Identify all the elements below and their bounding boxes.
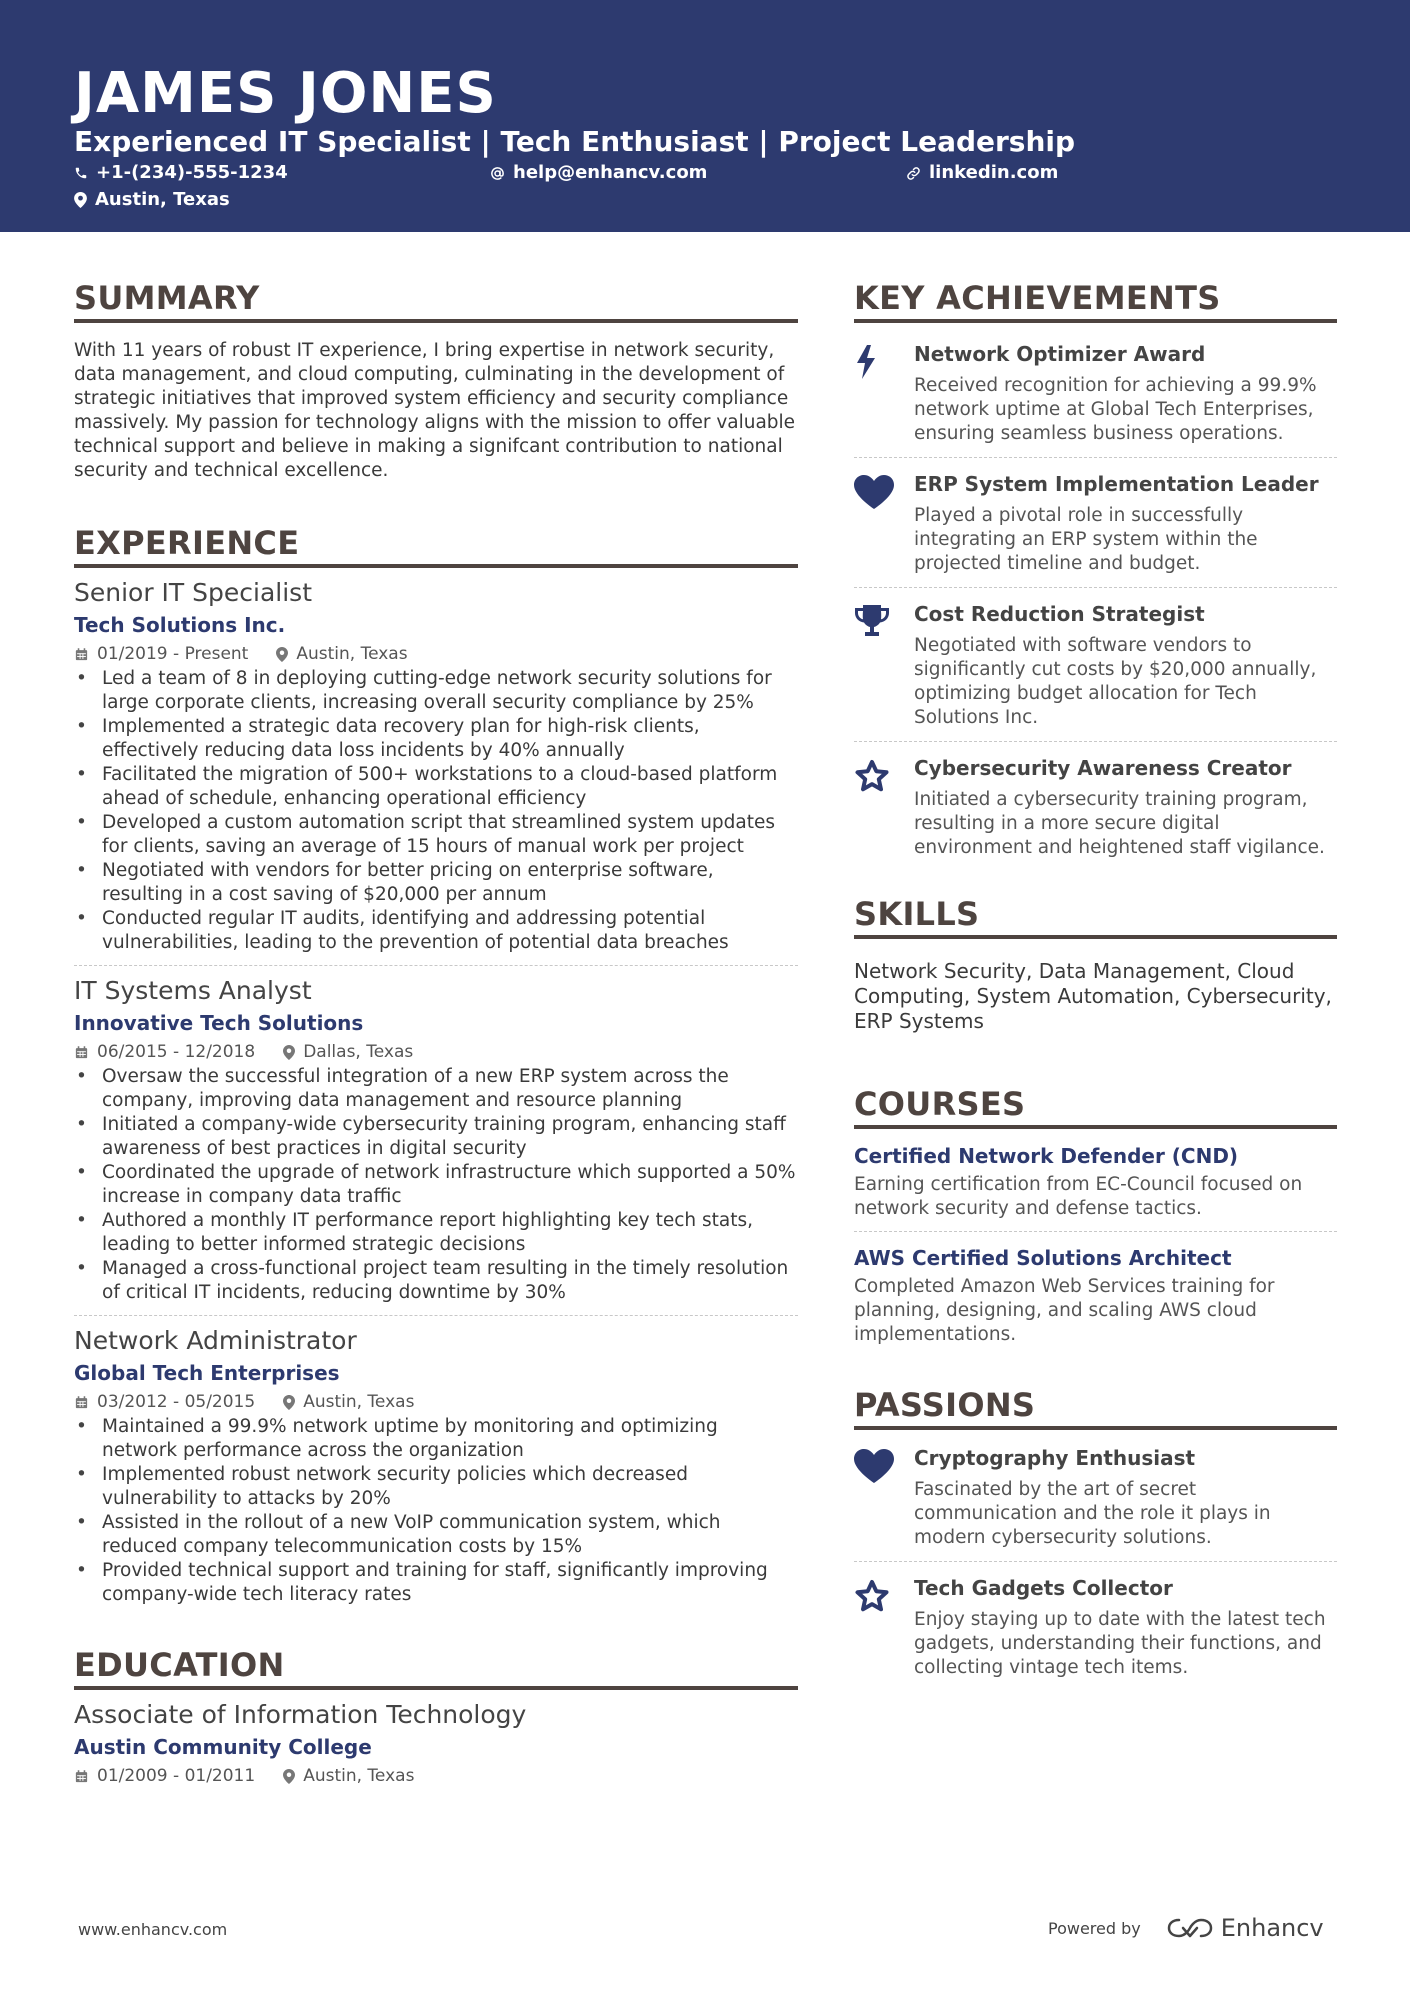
contact-linkedin[interactable] xyxy=(906,162,1058,184)
job-meta xyxy=(74,1391,798,1413)
enhancv-logo-icon xyxy=(1167,1916,1213,1940)
course-item xyxy=(854,1129,1337,1232)
achievement-desc: Initiated a cybersecurity training program, resulting in a more secure digital environment and heightened staff vigilance. xyxy=(914,789,1325,858)
passions-heading: PASSIONS xyxy=(854,1387,1337,1430)
achievement-title: ERP System Implementation Leader xyxy=(914,472,1319,496)
brand-name: Enhancv xyxy=(1220,1914,1324,1942)
job-bullets xyxy=(74,1065,798,1305)
education-location: Austin, Texas xyxy=(283,1765,414,1787)
contact-phone[interactable] xyxy=(74,162,288,184)
list-item: • Facilitated the migration of 500+ workstations to a cloud-based platform ahead of schedule, enhancing operational efficiency xyxy=(74,763,798,811)
list-item: • Provided technical support and training for staff, significantly improving company-wide tech literacy rates xyxy=(74,1559,798,1607)
job-meta xyxy=(74,1041,798,1063)
phone-value: +1-(234)-555-1234 xyxy=(96,162,288,183)
trophy-icon xyxy=(854,605,890,639)
experience-section xyxy=(74,525,798,1607)
job-title: Network Administrator xyxy=(74,1326,357,1355)
at-icon xyxy=(490,166,505,181)
company-name: Innovative Tech Solutions xyxy=(74,1011,364,1035)
location-pin-icon xyxy=(283,1769,295,1784)
job-bullets xyxy=(74,1415,798,1607)
list-item: • Implemented a strategic data recovery plan for high-risk clients, effectively reducing data loss incidents by 40% annually xyxy=(74,715,798,763)
job-title: IT Systems Analyst xyxy=(74,976,312,1005)
list-item: • Coordinated the upgrade of network infrastructure which supported a 50% increase in company data traffic xyxy=(74,1161,798,1209)
achievement-item xyxy=(854,458,1337,588)
calendar-icon xyxy=(74,1769,89,1784)
courses-section xyxy=(854,1086,1337,1347)
achievement-title: Cost Reduction Strategist xyxy=(914,602,1205,626)
star-icon xyxy=(854,1579,890,1613)
achievement-title: Cybersecurity Awareness Creator xyxy=(914,756,1292,780)
skills-heading: SKILLS xyxy=(854,896,1337,939)
location-value: Austin, Texas xyxy=(95,189,230,210)
phone-icon xyxy=(74,166,88,180)
passion-title: Tech Gadgets Collector xyxy=(914,1576,1173,1600)
course-item xyxy=(854,1232,1337,1347)
list-item: • Led a team of 8 in deploying cutting-edge network security solutions for large corporate clients, increasing overall security compliance by 25% xyxy=(74,667,798,715)
job-dates: 03/2012 - 05/2015 xyxy=(74,1391,255,1413)
experience-entry xyxy=(74,1326,798,1607)
company-name: Tech Solutions Inc. xyxy=(74,613,286,637)
job-location: Austin, Texas xyxy=(276,643,407,665)
location-pin-icon xyxy=(283,1045,295,1060)
achievements-heading: KEY ACHIEVEMENTS xyxy=(854,280,1337,323)
skills-section xyxy=(854,896,1337,1034)
list-item: • Negotiated with vendors for better pricing on enterprise software, resulting in a cost saving of $20,000 per annum xyxy=(74,859,798,907)
passion-item xyxy=(854,1430,1337,1562)
heart-icon xyxy=(854,475,894,509)
job-location: Dallas, Texas xyxy=(283,1041,413,1063)
list-item: • Maintained a 99.9% network uptime by monitoring and optimizing network performance across the organization xyxy=(74,1415,798,1463)
list-item: • Authored a monthly IT performance report highlighting key tech stats, leading to better informed strategic decisions xyxy=(74,1209,798,1257)
list-item: • Initiated a company-wide cybersecurity training program, enhancing staff awareness of best practices in digital security xyxy=(74,1113,798,1161)
job-location: Austin, Texas xyxy=(283,1391,414,1413)
job-dates: 06/2015 - 12/2018 xyxy=(74,1041,255,1063)
job-bullets xyxy=(74,667,798,955)
email-value: help@enhancv.com xyxy=(513,162,708,183)
education-meta xyxy=(74,1765,798,1787)
course-desc: Completed Amazon Web Services training for planning, designing, and scaling AWS cloud implementations. xyxy=(854,1276,1275,1345)
achievement-item xyxy=(854,588,1337,742)
experience-heading: EXPERIENCE xyxy=(74,525,798,568)
calendar-icon xyxy=(74,1045,89,1060)
degree-title: Associate of Information Technology xyxy=(74,1700,527,1729)
achievement-desc: Played a pivotal role in successfully integrating an ERP system within the projected timeline and budget. xyxy=(914,505,1258,574)
achievement-desc: Received recognition for achieving a 99.9% network uptime at Global Tech Enterprises, ensuring seamless business operations. xyxy=(914,375,1317,444)
experience-entry xyxy=(74,578,798,966)
achievement-item xyxy=(854,742,1337,860)
company-name: Global Tech Enterprises xyxy=(74,1361,340,1385)
list-item: • Assisted in the rollout of a new VoIP communication system, which reduced company telecommunication costs by 15% xyxy=(74,1511,798,1559)
list-item: • Developed a custom automation script that streamlined system updates for clients, saving an average of 15 hours of manual work per project xyxy=(74,811,798,859)
bolt-icon xyxy=(854,345,878,379)
passion-item xyxy=(854,1562,1337,1680)
education-entry xyxy=(74,1700,798,1787)
link-icon xyxy=(906,166,921,181)
calendar-icon xyxy=(74,1395,89,1410)
achievement-title: Network Optimizer Award xyxy=(914,342,1206,366)
left-column xyxy=(74,280,798,1787)
job-title: Senior IT Specialist xyxy=(74,578,313,607)
passion-desc: Fascinated by the art of secret communication and the role it plays in modern cybersecurity solutions. xyxy=(914,1479,1271,1548)
list-item: • Managed a cross-functional project team resulting in the timely resolution of critical IT incidents, reducing downtime by 30% xyxy=(74,1257,798,1305)
location-pin-icon xyxy=(276,647,288,662)
job-meta xyxy=(74,643,798,665)
passions-section xyxy=(854,1387,1337,1680)
resume-header xyxy=(0,0,1410,232)
right-column xyxy=(854,280,1337,1680)
list-item: • Implemented robust network security policies which decreased vulnerability to attacks by 20% xyxy=(74,1463,798,1511)
location-pin-icon xyxy=(283,1395,295,1410)
course-desc: Earning certification from EC-Council focused on network security and defense tactics. xyxy=(854,1174,1303,1219)
contact-location xyxy=(74,189,230,211)
school-name: Austin Community College xyxy=(74,1735,372,1759)
powered-by-label: Powered by xyxy=(1048,1918,1141,1938)
education-heading: EDUCATION xyxy=(74,1647,798,1690)
achievement-item xyxy=(854,323,1337,458)
achievements-section xyxy=(854,280,1337,860)
footer-branding[interactable] xyxy=(1048,1914,1324,1942)
list-item: • Conducted regular IT audits, identifying and addressing potential vulnerabilities, leading to the prevention of potential data breaches xyxy=(74,907,798,955)
star-icon xyxy=(854,759,890,793)
calendar-icon xyxy=(74,647,89,662)
achievement-desc: Negotiated with software vendors to significantly cut costs by $20,000 annually, optimizing budget allocation for Tech Solutions Inc. xyxy=(914,635,1317,728)
passion-title: Cryptography Enthusiast xyxy=(914,1446,1196,1470)
education-dates: 01/2009 - 01/2011 xyxy=(74,1765,255,1787)
candidate-headline: Experienced IT Specialist | Tech Enthusiast | Project Leadership xyxy=(74,125,1076,158)
summary-section xyxy=(74,280,798,483)
passion-desc: Enjoy staying up to date with the latest tech gadgets, understanding their functions, and collecting vintage tech items. xyxy=(914,1609,1326,1678)
contact-email[interactable] xyxy=(490,162,707,184)
course-title: Certified Network Defender (CND) xyxy=(854,1144,1239,1168)
course-title: AWS Certified Solutions Architect xyxy=(854,1246,1232,1270)
experience-entry xyxy=(74,976,798,1316)
job-dates: 01/2019 - Present xyxy=(74,643,248,665)
courses-heading: COURSES xyxy=(854,1086,1337,1129)
education-section xyxy=(74,1647,798,1787)
heart-icon xyxy=(854,1449,894,1483)
location-pin-icon xyxy=(74,192,87,208)
list-item: • Oversaw the successful integration of a new ERP system across the company, improving data management and resource planning xyxy=(74,1065,798,1113)
summary-text: With 11 years of robust IT experience, I bring expertise in network security, data management, and cloud computing, culminating in the development of strategic initiatives that improved system efficiency and security compliance massively. My passion for technology aligns with the mission to offer valuable technical support and believe in making a signifcant contribution to national security and technical excellence. xyxy=(74,340,796,481)
summary-heading: SUMMARY xyxy=(74,280,798,323)
linkedin-value: linkedin.com xyxy=(929,162,1059,183)
brand-logo xyxy=(1167,1914,1324,1942)
candidate-name: JAMES JONES xyxy=(74,61,497,126)
skills-text: Network Security, Data Management, Cloud Computing, System Automation, Cybersecurity, ERP Systems xyxy=(854,959,1332,1033)
footer-website-link[interactable]: www.enhancv.com xyxy=(78,1920,228,1939)
